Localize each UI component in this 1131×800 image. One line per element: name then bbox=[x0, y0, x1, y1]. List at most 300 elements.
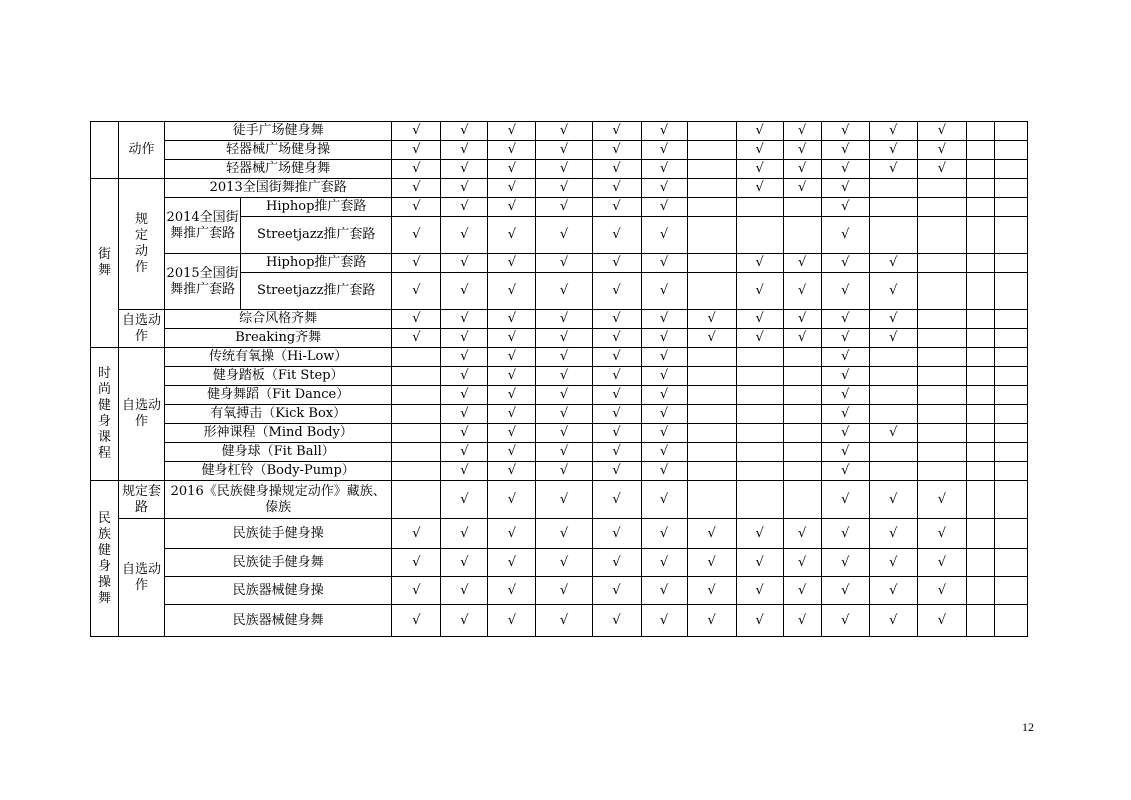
type-cell: 规定套路 bbox=[119, 481, 165, 519]
check-mark: √ bbox=[821, 310, 869, 329]
check-mark: √ bbox=[821, 254, 869, 273]
check-mark: √ bbox=[488, 462, 536, 481]
check-mark: √ bbox=[392, 160, 441, 179]
check-mark: √ bbox=[869, 122, 917, 141]
category-cell: 民 族 健 身 操 舞 bbox=[91, 481, 119, 637]
check-mark: √ bbox=[441, 519, 488, 549]
table-row bbox=[91, 367, 1028, 386]
item-name: 有氧搏击（Kick Box） bbox=[165, 405, 392, 424]
check-mark: √ bbox=[736, 160, 783, 179]
check-mark: √ bbox=[641, 549, 687, 577]
check-mark: √ bbox=[869, 605, 917, 637]
table-row bbox=[91, 254, 1028, 273]
check-mark: √ bbox=[536, 160, 592, 179]
empty-cell bbox=[783, 481, 821, 519]
check-mark: √ bbox=[592, 179, 641, 198]
item-name: 健身球（Fit Ball） bbox=[165, 443, 392, 462]
check-mark: √ bbox=[641, 519, 687, 549]
empty-cell bbox=[783, 386, 821, 405]
check-mark: √ bbox=[821, 329, 869, 348]
check-mark: √ bbox=[592, 198, 641, 217]
check-mark: √ bbox=[392, 179, 441, 198]
check-mark: √ bbox=[488, 367, 536, 386]
empty-cell bbox=[994, 549, 1027, 577]
empty-cell bbox=[917, 310, 966, 329]
empty-cell bbox=[917, 198, 966, 217]
check-mark: √ bbox=[869, 254, 917, 273]
empty-cell bbox=[994, 386, 1027, 405]
empty-cell bbox=[994, 405, 1027, 424]
empty-cell bbox=[966, 605, 994, 637]
event-category-table bbox=[90, 121, 1028, 637]
check-mark: √ bbox=[641, 198, 687, 217]
check-mark: √ bbox=[536, 481, 592, 519]
empty-cell bbox=[966, 405, 994, 424]
check-mark: √ bbox=[392, 273, 441, 310]
check-mark: √ bbox=[736, 179, 783, 198]
empty-cell bbox=[994, 605, 1027, 637]
check-mark: √ bbox=[536, 273, 592, 310]
check-mark: √ bbox=[783, 329, 821, 348]
empty-cell bbox=[687, 462, 736, 481]
empty-cell bbox=[736, 386, 783, 405]
empty-cell bbox=[736, 348, 783, 367]
check-mark: √ bbox=[641, 367, 687, 386]
check-mark: √ bbox=[821, 367, 869, 386]
empty-cell bbox=[917, 462, 966, 481]
empty-cell bbox=[869, 386, 917, 405]
empty-cell bbox=[736, 443, 783, 462]
check-mark: √ bbox=[687, 549, 736, 577]
empty-cell bbox=[966, 519, 994, 549]
check-mark: √ bbox=[488, 386, 536, 405]
empty-cell bbox=[966, 198, 994, 217]
check-mark: √ bbox=[641, 405, 687, 424]
check-mark: √ bbox=[869, 310, 917, 329]
empty-cell bbox=[736, 462, 783, 481]
empty-cell bbox=[994, 443, 1027, 462]
table-row bbox=[91, 179, 1028, 198]
empty-cell bbox=[966, 462, 994, 481]
check-mark: √ bbox=[783, 273, 821, 310]
check-mark: √ bbox=[488, 443, 536, 462]
check-mark: √ bbox=[869, 577, 917, 605]
empty-cell bbox=[392, 462, 441, 481]
check-mark: √ bbox=[488, 424, 536, 443]
check-mark: √ bbox=[536, 577, 592, 605]
check-mark: √ bbox=[917, 160, 966, 179]
check-mark: √ bbox=[441, 160, 488, 179]
check-mark: √ bbox=[821, 160, 869, 179]
empty-cell bbox=[736, 481, 783, 519]
check-mark: √ bbox=[821, 424, 869, 443]
check-mark: √ bbox=[641, 424, 687, 443]
check-mark: √ bbox=[488, 481, 536, 519]
check-mark: √ bbox=[441, 462, 488, 481]
check-mark: √ bbox=[783, 122, 821, 141]
check-mark: √ bbox=[392, 122, 441, 141]
check-mark: √ bbox=[441, 605, 488, 637]
empty-cell bbox=[966, 273, 994, 310]
check-mark: √ bbox=[687, 329, 736, 348]
empty-cell bbox=[687, 386, 736, 405]
empty-cell bbox=[783, 367, 821, 386]
check-mark: √ bbox=[592, 273, 641, 310]
check-mark: √ bbox=[536, 141, 592, 160]
item-prefix: 2015全国街舞推广套路 bbox=[165, 254, 241, 310]
empty-cell bbox=[966, 481, 994, 519]
check-mark: √ bbox=[736, 141, 783, 160]
check-mark: √ bbox=[592, 605, 641, 637]
check-mark: √ bbox=[536, 386, 592, 405]
check-mark: √ bbox=[783, 179, 821, 198]
empty-cell bbox=[966, 254, 994, 273]
check-mark: √ bbox=[536, 179, 592, 198]
check-mark: √ bbox=[869, 519, 917, 549]
item-name: 2016《民族健身操规定动作》藏族、傣族 bbox=[165, 481, 392, 519]
item-name: Hiphop推广套路 bbox=[241, 198, 392, 217]
empty-cell bbox=[917, 386, 966, 405]
check-mark: √ bbox=[592, 519, 641, 549]
empty-cell bbox=[994, 481, 1027, 519]
item-name: 健身杠铃（Body-Pump） bbox=[165, 462, 392, 481]
check-mark: √ bbox=[821, 141, 869, 160]
empty-cell bbox=[994, 122, 1027, 141]
check-mark: √ bbox=[441, 273, 488, 310]
type-cell: 自选动作 bbox=[119, 310, 165, 348]
check-mark: √ bbox=[821, 519, 869, 549]
empty-cell bbox=[392, 386, 441, 405]
check-mark: √ bbox=[592, 367, 641, 386]
empty-cell bbox=[687, 481, 736, 519]
type-cell: 动作 bbox=[119, 122, 165, 179]
empty-cell bbox=[994, 329, 1027, 348]
empty-cell bbox=[869, 217, 917, 254]
table-row bbox=[91, 160, 1028, 179]
check-mark: √ bbox=[917, 605, 966, 637]
check-mark: √ bbox=[441, 386, 488, 405]
check-mark: √ bbox=[441, 329, 488, 348]
check-mark: √ bbox=[687, 605, 736, 637]
empty-cell bbox=[966, 310, 994, 329]
empty-cell bbox=[392, 405, 441, 424]
check-mark: √ bbox=[441, 405, 488, 424]
item-name: 徒手广场健身舞 bbox=[165, 122, 392, 141]
empty-cell bbox=[392, 348, 441, 367]
empty-cell bbox=[966, 367, 994, 386]
check-mark: √ bbox=[641, 577, 687, 605]
check-mark: √ bbox=[592, 122, 641, 141]
check-mark: √ bbox=[488, 141, 536, 160]
check-mark: √ bbox=[869, 160, 917, 179]
item-name: Hiphop推广套路 bbox=[241, 254, 392, 273]
check-mark: √ bbox=[641, 329, 687, 348]
page-number: 12 bbox=[1022, 720, 1034, 734]
item-name: 2013全国街舞推广套路 bbox=[165, 179, 392, 198]
check-mark: √ bbox=[441, 481, 488, 519]
check-mark: √ bbox=[536, 367, 592, 386]
empty-cell bbox=[966, 179, 994, 198]
empty-cell bbox=[917, 179, 966, 198]
check-mark: √ bbox=[641, 254, 687, 273]
check-mark: √ bbox=[821, 217, 869, 254]
check-mark: √ bbox=[488, 310, 536, 329]
check-mark: √ bbox=[536, 462, 592, 481]
empty-cell bbox=[966, 141, 994, 160]
check-mark: √ bbox=[536, 348, 592, 367]
item-name: 健身舞蹈（Fit Dance） bbox=[165, 386, 392, 405]
check-mark: √ bbox=[687, 310, 736, 329]
empty-cell bbox=[917, 273, 966, 310]
check-mark: √ bbox=[392, 549, 441, 577]
check-mark: √ bbox=[641, 310, 687, 329]
check-mark: √ bbox=[687, 519, 736, 549]
empty-cell bbox=[869, 443, 917, 462]
item-name: 形神课程（Mind Body） bbox=[165, 424, 392, 443]
check-mark: √ bbox=[869, 141, 917, 160]
check-mark: √ bbox=[592, 254, 641, 273]
item-name: 健身踏板（Fit Step） bbox=[165, 367, 392, 386]
empty-cell bbox=[869, 405, 917, 424]
empty-cell bbox=[869, 367, 917, 386]
check-mark: √ bbox=[488, 254, 536, 273]
empty-cell bbox=[687, 405, 736, 424]
empty-cell bbox=[994, 367, 1027, 386]
check-mark: √ bbox=[869, 481, 917, 519]
empty-cell bbox=[917, 367, 966, 386]
check-mark: √ bbox=[536, 254, 592, 273]
check-mark: √ bbox=[641, 443, 687, 462]
item-name: 民族器械健身操 bbox=[165, 577, 392, 605]
item-name: Breaking齐舞 bbox=[165, 329, 392, 348]
table-row bbox=[91, 424, 1028, 443]
check-mark: √ bbox=[641, 273, 687, 310]
check-mark: √ bbox=[392, 605, 441, 637]
check-mark: √ bbox=[641, 348, 687, 367]
empty-cell bbox=[994, 141, 1027, 160]
check-mark: √ bbox=[536, 549, 592, 577]
table-row bbox=[91, 605, 1028, 637]
check-mark: √ bbox=[641, 481, 687, 519]
check-mark: √ bbox=[392, 217, 441, 254]
check-mark: √ bbox=[641, 386, 687, 405]
empty-cell bbox=[392, 367, 441, 386]
check-mark: √ bbox=[592, 141, 641, 160]
check-mark: √ bbox=[592, 577, 641, 605]
check-mark: √ bbox=[641, 122, 687, 141]
check-mark: √ bbox=[783, 141, 821, 160]
check-mark: √ bbox=[488, 549, 536, 577]
check-mark: √ bbox=[488, 329, 536, 348]
check-mark: √ bbox=[917, 122, 966, 141]
table-row bbox=[91, 519, 1028, 549]
check-mark: √ bbox=[869, 273, 917, 310]
item-name: 民族徒手健身操 bbox=[165, 519, 392, 549]
empty-cell bbox=[783, 217, 821, 254]
empty-cell bbox=[783, 462, 821, 481]
empty-cell bbox=[994, 160, 1027, 179]
table-row bbox=[91, 462, 1028, 481]
check-mark: √ bbox=[441, 443, 488, 462]
check-mark: √ bbox=[869, 424, 917, 443]
check-mark: √ bbox=[488, 348, 536, 367]
empty-cell bbox=[687, 273, 736, 310]
category-cell: 街 舞 bbox=[91, 179, 119, 348]
category-cell: 时 尚 健 身 课 程 bbox=[91, 348, 119, 481]
table-row bbox=[91, 329, 1028, 348]
table-row bbox=[91, 481, 1028, 519]
check-mark: √ bbox=[736, 273, 783, 310]
item-name: 综合风格齐舞 bbox=[165, 310, 392, 329]
check-mark: √ bbox=[488, 273, 536, 310]
table-row bbox=[91, 577, 1028, 605]
check-mark: √ bbox=[641, 160, 687, 179]
check-mark: √ bbox=[736, 577, 783, 605]
empty-cell bbox=[783, 405, 821, 424]
check-mark: √ bbox=[736, 329, 783, 348]
check-mark: √ bbox=[536, 443, 592, 462]
item-name: 传统有氧操（Hi-Low） bbox=[165, 348, 392, 367]
check-mark: √ bbox=[783, 254, 821, 273]
empty-cell bbox=[687, 122, 736, 141]
check-mark: √ bbox=[536, 405, 592, 424]
empty-cell bbox=[966, 443, 994, 462]
table-row bbox=[91, 141, 1028, 160]
empty-cell bbox=[392, 424, 441, 443]
check-mark: √ bbox=[821, 179, 869, 198]
check-mark: √ bbox=[441, 217, 488, 254]
check-mark: √ bbox=[917, 481, 966, 519]
empty-cell bbox=[392, 481, 441, 519]
empty-cell bbox=[687, 443, 736, 462]
item-name: 民族器械健身舞 bbox=[165, 605, 392, 637]
table-row bbox=[91, 549, 1028, 577]
check-mark: √ bbox=[488, 605, 536, 637]
empty-cell bbox=[966, 348, 994, 367]
check-mark: √ bbox=[536, 424, 592, 443]
check-mark: √ bbox=[392, 198, 441, 217]
check-mark: √ bbox=[736, 549, 783, 577]
empty-cell bbox=[917, 405, 966, 424]
check-mark: √ bbox=[821, 198, 869, 217]
empty-cell bbox=[966, 577, 994, 605]
category-cell bbox=[91, 122, 119, 179]
empty-cell bbox=[783, 443, 821, 462]
check-mark: √ bbox=[441, 122, 488, 141]
empty-cell bbox=[687, 367, 736, 386]
check-mark: √ bbox=[736, 122, 783, 141]
empty-cell bbox=[966, 386, 994, 405]
check-mark: √ bbox=[592, 160, 641, 179]
check-mark: √ bbox=[783, 605, 821, 637]
check-mark: √ bbox=[821, 348, 869, 367]
check-mark: √ bbox=[441, 424, 488, 443]
check-mark: √ bbox=[441, 549, 488, 577]
check-mark: √ bbox=[536, 519, 592, 549]
check-mark: √ bbox=[488, 405, 536, 424]
table-row bbox=[91, 386, 1028, 405]
check-mark: √ bbox=[488, 519, 536, 549]
empty-cell bbox=[966, 160, 994, 179]
check-mark: √ bbox=[783, 160, 821, 179]
check-mark: √ bbox=[441, 577, 488, 605]
check-mark: √ bbox=[641, 141, 687, 160]
empty-cell bbox=[994, 310, 1027, 329]
check-mark: √ bbox=[392, 577, 441, 605]
empty-cell bbox=[736, 405, 783, 424]
empty-cell bbox=[687, 424, 736, 443]
table-row bbox=[91, 348, 1028, 367]
check-mark: √ bbox=[736, 310, 783, 329]
check-mark: √ bbox=[592, 386, 641, 405]
item-name: 轻器械广场健身舞 bbox=[165, 160, 392, 179]
check-mark: √ bbox=[488, 160, 536, 179]
check-mark: √ bbox=[592, 481, 641, 519]
empty-cell bbox=[994, 179, 1027, 198]
check-mark: √ bbox=[736, 254, 783, 273]
empty-cell bbox=[994, 217, 1027, 254]
check-mark: √ bbox=[592, 462, 641, 481]
check-mark: √ bbox=[441, 367, 488, 386]
check-mark: √ bbox=[536, 329, 592, 348]
empty-cell bbox=[994, 462, 1027, 481]
check-mark: √ bbox=[821, 577, 869, 605]
check-mark: √ bbox=[736, 605, 783, 637]
check-mark: √ bbox=[783, 549, 821, 577]
check-mark: √ bbox=[783, 577, 821, 605]
check-mark: √ bbox=[592, 443, 641, 462]
check-mark: √ bbox=[641, 179, 687, 198]
check-mark: √ bbox=[536, 310, 592, 329]
item-name: 轻器械广场健身操 bbox=[165, 141, 392, 160]
check-mark: √ bbox=[736, 519, 783, 549]
check-mark: √ bbox=[441, 198, 488, 217]
check-mark: √ bbox=[441, 141, 488, 160]
check-mark: √ bbox=[917, 141, 966, 160]
check-mark: √ bbox=[441, 348, 488, 367]
check-mark: √ bbox=[917, 577, 966, 605]
check-mark: √ bbox=[441, 254, 488, 273]
type-cell: 规 定 动 作 bbox=[119, 179, 165, 310]
check-mark: √ bbox=[641, 462, 687, 481]
check-mark: √ bbox=[641, 217, 687, 254]
empty-cell bbox=[783, 424, 821, 443]
empty-cell bbox=[687, 141, 736, 160]
check-mark: √ bbox=[783, 519, 821, 549]
empty-cell bbox=[869, 348, 917, 367]
empty-cell bbox=[736, 367, 783, 386]
empty-cell bbox=[783, 198, 821, 217]
empty-cell bbox=[917, 329, 966, 348]
check-mark: √ bbox=[392, 329, 441, 348]
empty-cell bbox=[917, 348, 966, 367]
empty-cell bbox=[736, 198, 783, 217]
check-mark: √ bbox=[821, 549, 869, 577]
empty-cell bbox=[687, 217, 736, 254]
check-mark: √ bbox=[536, 122, 592, 141]
empty-cell bbox=[917, 254, 966, 273]
check-mark: √ bbox=[917, 519, 966, 549]
check-mark: √ bbox=[592, 310, 641, 329]
check-mark: √ bbox=[821, 386, 869, 405]
empty-cell bbox=[917, 424, 966, 443]
empty-cell bbox=[917, 443, 966, 462]
table-row bbox=[91, 405, 1028, 424]
table-row bbox=[91, 310, 1028, 329]
empty-cell bbox=[687, 254, 736, 273]
empty-cell bbox=[783, 348, 821, 367]
table-row bbox=[91, 122, 1028, 141]
